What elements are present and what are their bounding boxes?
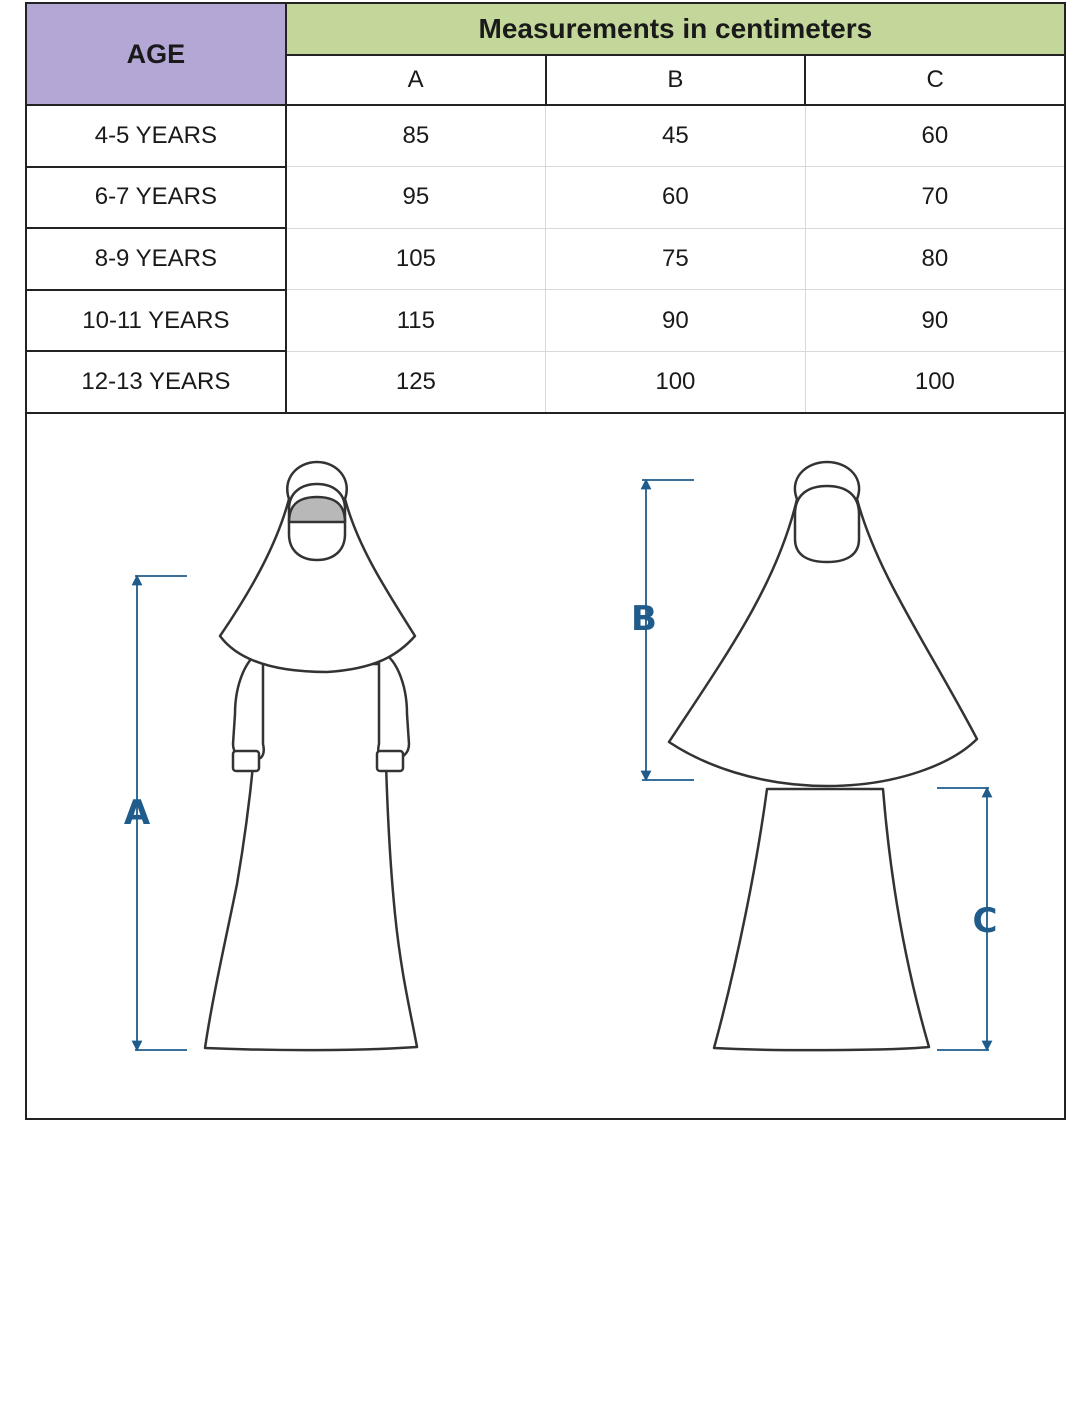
table-row	[26, 105, 1065, 167]
value-c: 60	[805, 105, 1065, 167]
garment-diagram	[25, 414, 1066, 1120]
skirt-figure	[714, 789, 929, 1050]
dimension-c-label: C	[972, 901, 998, 941]
dimension-b-label: B	[631, 599, 657, 639]
measurements-header: Measurements in centimeters	[286, 3, 1065, 55]
column-header-a: A	[286, 55, 546, 105]
value-c: 70	[805, 167, 1065, 229]
age-cell: 10-11 YEARS	[26, 290, 286, 352]
size-chart-table	[25, 2, 1066, 414]
hijab-cape-figure	[669, 462, 977, 786]
age-header: AGE	[26, 3, 286, 105]
age-cell: 6-7 YEARS	[26, 167, 286, 229]
value-c: 90	[805, 290, 1065, 352]
value-a: 95	[286, 167, 546, 229]
value-b: 100	[546, 351, 806, 413]
value-a: 85	[286, 105, 546, 167]
value-a: 105	[286, 228, 546, 290]
column-header-c: C	[805, 55, 1065, 105]
table-row	[26, 228, 1065, 290]
table-row	[26, 290, 1065, 352]
value-c: 80	[805, 228, 1065, 290]
value-c: 100	[805, 351, 1065, 413]
value-a: 125	[286, 351, 546, 413]
table-row	[26, 167, 1065, 229]
front-view-figure	[205, 462, 417, 1050]
value-b: 90	[546, 290, 806, 352]
age-cell: 12-13 YEARS	[26, 351, 286, 413]
value-b: 60	[546, 167, 806, 229]
table-row	[26, 351, 1065, 413]
value-b: 45	[546, 105, 806, 167]
dimension-a-label: A	[123, 793, 151, 833]
value-b: 75	[546, 228, 806, 290]
age-cell: 8-9 YEARS	[26, 228, 286, 290]
column-header-b: B	[546, 55, 806, 105]
age-cell: 4-5 YEARS	[26, 105, 286, 167]
value-a: 115	[286, 290, 546, 352]
